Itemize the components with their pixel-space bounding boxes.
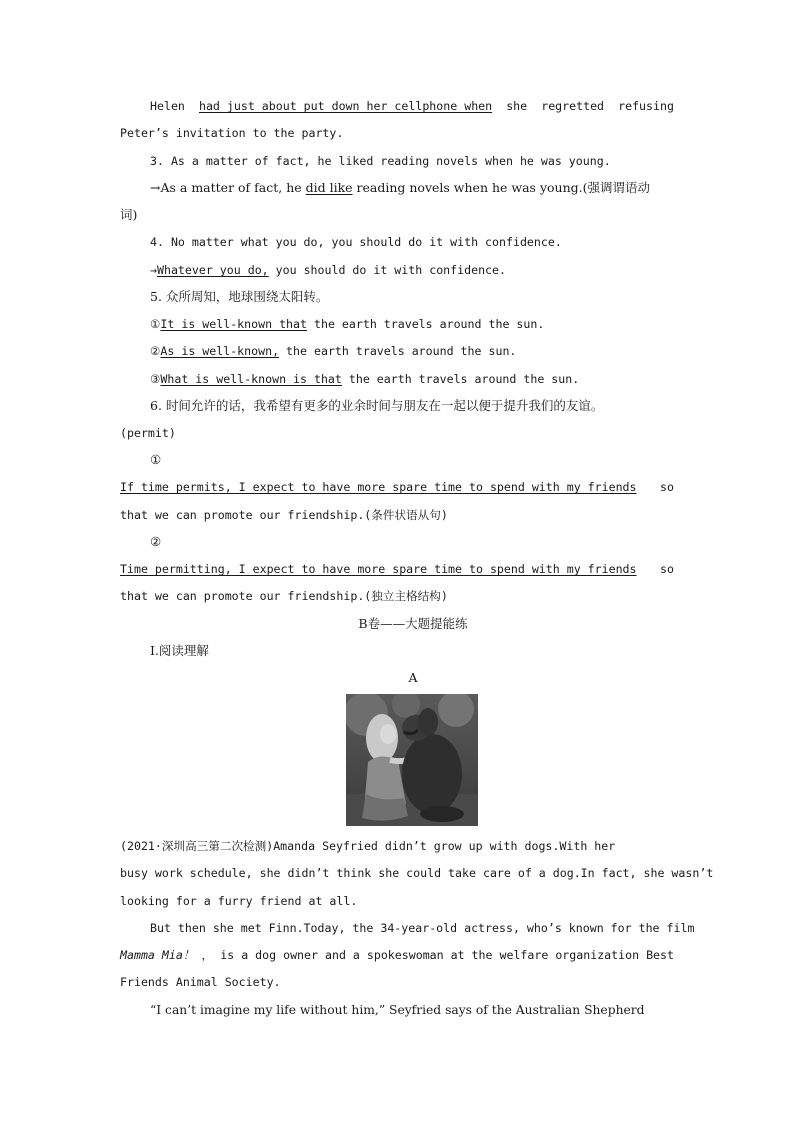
text-span: Helen xyxy=(150,99,185,113)
paragraph-line-5 xyxy=(120,947,674,963)
text-line-5: 词) xyxy=(120,207,138,222)
text-span: →As a matter of fact, he xyxy=(150,180,306,195)
passage-label: A xyxy=(408,670,418,685)
text-span: the earth travels around the sun. xyxy=(341,372,580,386)
text-line-1 xyxy=(150,98,674,114)
film-title: Mamma Mia！ xyxy=(120,948,195,962)
question-5: 5. 众所周知，地球围绕太阳转。 xyxy=(150,289,329,304)
paragraph-line-3: looking for a furry friend at all. xyxy=(120,894,358,908)
text-span: so xyxy=(660,480,674,494)
answer-underline: What is well-known is that xyxy=(160,372,342,386)
arrow-text: → xyxy=(150,263,157,277)
answer-5-1 xyxy=(150,316,674,332)
answer-5-2 xyxy=(150,343,674,359)
answer-6-1-label: ① xyxy=(150,452,162,467)
answer-underline: Whatever you do, xyxy=(156,263,269,277)
answer-5-3 xyxy=(150,371,674,387)
answer-4 xyxy=(150,262,674,278)
circle-number: ② xyxy=(150,344,161,358)
answer-underline: did like xyxy=(305,180,353,195)
text-span: she xyxy=(506,99,528,113)
text-span: so xyxy=(660,562,674,576)
answer-underline: If time permits, I expect to have more spare time to spend with my friends xyxy=(120,480,637,494)
answer-6-1 xyxy=(120,479,674,495)
text-span: regretted xyxy=(541,99,605,113)
answer-6-1-cont: that we can promote our friendship.(条件状语从句) xyxy=(120,508,448,522)
section-title: B卷——大题提能练 xyxy=(358,616,468,631)
question-4: 4. No matter what you do, you should do it with confidence. xyxy=(150,235,562,249)
question-6: 6. 时间允许的话，我希望有更多的业余时间与朋友在一起以便于提升我们的友谊。 xyxy=(150,398,604,413)
answer-6-2-label: ② xyxy=(150,534,162,549)
answer-6-2-cont: that we can promote our friendship.(独立主格结构) xyxy=(120,589,448,603)
question-6-hint: (permit) xyxy=(120,426,176,440)
paragraph-line-7: “I can’t imagine my life without him,” Seyfried says of the Australian Shepherd xyxy=(150,1003,645,1017)
paragraph-line-1: (2021·深圳高三第二次检测)Amanda Seyfried didn’t grow up with dogs.With her xyxy=(120,839,616,853)
answer-3 xyxy=(150,180,674,196)
text-line-2: Peter’s invitation to the party. xyxy=(120,126,344,140)
answer-underline: Time permitting, I expect to have more spare time to spend with my friends xyxy=(120,562,637,576)
answer-underline: had just about put down her cellphone when xyxy=(198,99,493,113)
text-span: is a dog owner and a spokeswoman at the welfare organization Best xyxy=(220,948,674,962)
text-span: reading novels when he was young.(强调谓语动 xyxy=(352,180,650,195)
answer-underline: It is well-known that xyxy=(160,317,307,331)
text-span: the earth travels around the sun. xyxy=(307,317,545,331)
circle-number: ③ xyxy=(150,372,161,386)
circle-number: ① xyxy=(150,317,161,331)
paragraph-line-6: Friends Animal Society. xyxy=(120,975,281,989)
text-span: the earth travels around the sun. xyxy=(279,344,517,358)
paragraph-line-4: But then she met Finn.Today, the 34-year-old actress, who’s known for the film xyxy=(150,921,695,935)
text-span: ， xyxy=(201,948,214,962)
part-title: Ⅰ.阅读理解 xyxy=(150,643,209,658)
paragraph-line-2: busy work schedule, she didn’t think she could take care of a dog.In fact, she wasn’t xyxy=(120,866,714,880)
text-span: refusing xyxy=(618,99,674,113)
question-3: 3. As a matter of fact, he liked reading novels when he was young. xyxy=(150,154,611,168)
photo-woman-with-dog-icon xyxy=(346,694,478,826)
text-span: you should do it with confidence. xyxy=(268,263,506,277)
answer-underline: As is well-known, xyxy=(160,344,280,358)
answer-6-2 xyxy=(120,561,674,577)
